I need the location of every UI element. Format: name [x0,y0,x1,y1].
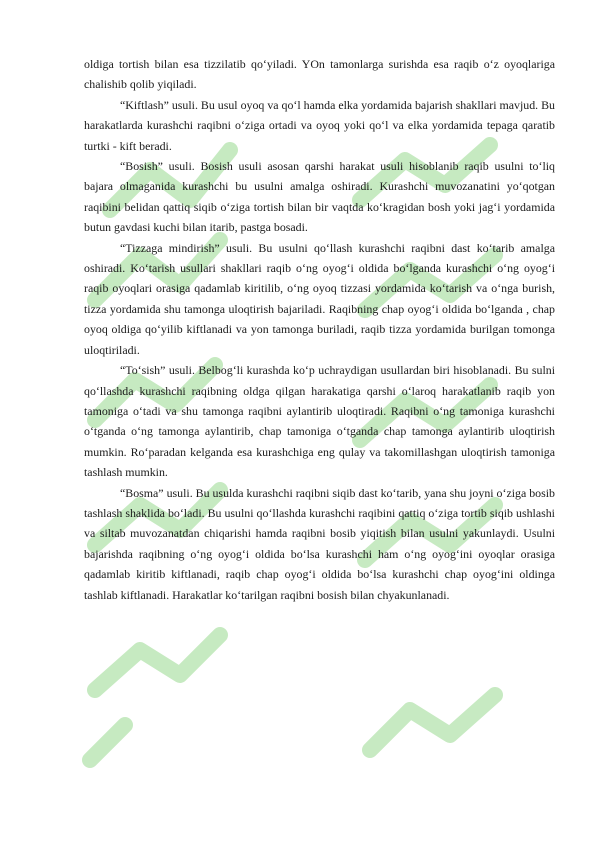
document-body [84,54,555,605]
paragraph-tizzaga-mindirish: “Tizzaga mindirish” usuli. Bu usulni qo‘llash kurashchi raqibni dast ko‘tarib amalga oshiradi. Ko‘tarish usullari shakllari raqib o‘ng oyog‘i oldida bo‘lganda kurashchi o‘ng oyog‘i raqib oyoqlari orasiga qadamlab kiritilib, o‘ng oyoq tizzasi yordamida ko‘tarish va o‘nga burish, tizza yordamida shu tamonga uloqtirish bajariladi. Raqibning chap oyog‘i oldida bo‘lganda , chap oyoq oldiga qo‘yilib kiftlanadi va yon tamonga buriladi, raqib tizza yordamida burilgan tomonga uloqtiriladi. [84,240,555,357]
paragraph-tosish: “To‘sish” usuli. Belbog‘li kurashda ko‘p uchraydigan usullardan biri hisoblanadi. Bu sulni qo‘llashda kurashchi raqibning oldga qilgan harakatiga qarshi o‘laroq harakatlanib raqib yon tamoniga o‘tadi va shu tamonga raqibni aylantirib uloqtiradi. Raqibni o‘ng tamoniga kurashchi o‘tganda o‘ng tamonga aylantirib, chap tamoniga o‘tganda chap tamonga aylantirib uloqtirish mumkin. Ro‘paradan kelganda esa kurashchiga eng qulay va takomillashgan uloqtirish tamoniga tashlash mumkin. [84,363,555,480]
paragraph-kiftlash: “Kiftlash” usuli. Bu usul oyoq va qo‘l hamda elka yordamida bajarish shakllari mavjud. Bu harakatlarda kurashchi raqibni o‘ziga ortadi va oyoq yoki qo‘l va elka yordamida tepaga qaratib turtki - kift beradi. [84,97,555,153]
paragraph-1: oldiga tortish bilan esa tizzilatib qo‘yiladi. YOn tamonlarga surishda esa raqib o‘z oyoqlariga chalishib qolib yiqiladi. [84,57,555,92]
paragraph-bosma: “Bosma” usuli. Bu usulda kurashchi raqibni siqib dast ko‘tarib, yana shu joyni o‘ziga bosib tashlash shaklida bo‘ladi. Bu usulni qo‘llashda kurashchi raqibini qattiq o‘ziga tortib siqib ushlashi va siltab muvozanatdan chiqarishi hamda raqibni bosib yiqitish bilan usulni yakunlaydi. Usulni bajarishda raqibning o‘ng oyog‘i oldida bo‘lsa kurashchi ham o‘ng oyog‘ini oyoqlar orasiga qadamlab kiritib kiftlanadi, raqib chap oyog‘i oldida bo‘lsa kurashchi chap oyog‘ini oldinga tashlab kiftlanadi. Harakatlar ko‘tarilgan raqibni bosish bilan chyakunlanadi. [84,485,555,602]
paragraph-bosish: “Bosish” usuli. Bosish usuli asosan qarshi harakat usuli hisoblanib raqib usulni to‘liq bajara olmaganida kurashchi bu usulni amalga oshiradi. Kurashchi muvozanatini yo‘qotgan raqibini belidan qattiq siqib o‘ziga tortish bilan bir vaqtda ko‘kragidan bosh yoki jag‘i yordamida butun gavdasi kuchi bilan itarib, pastga bosadi. [84,159,555,235]
